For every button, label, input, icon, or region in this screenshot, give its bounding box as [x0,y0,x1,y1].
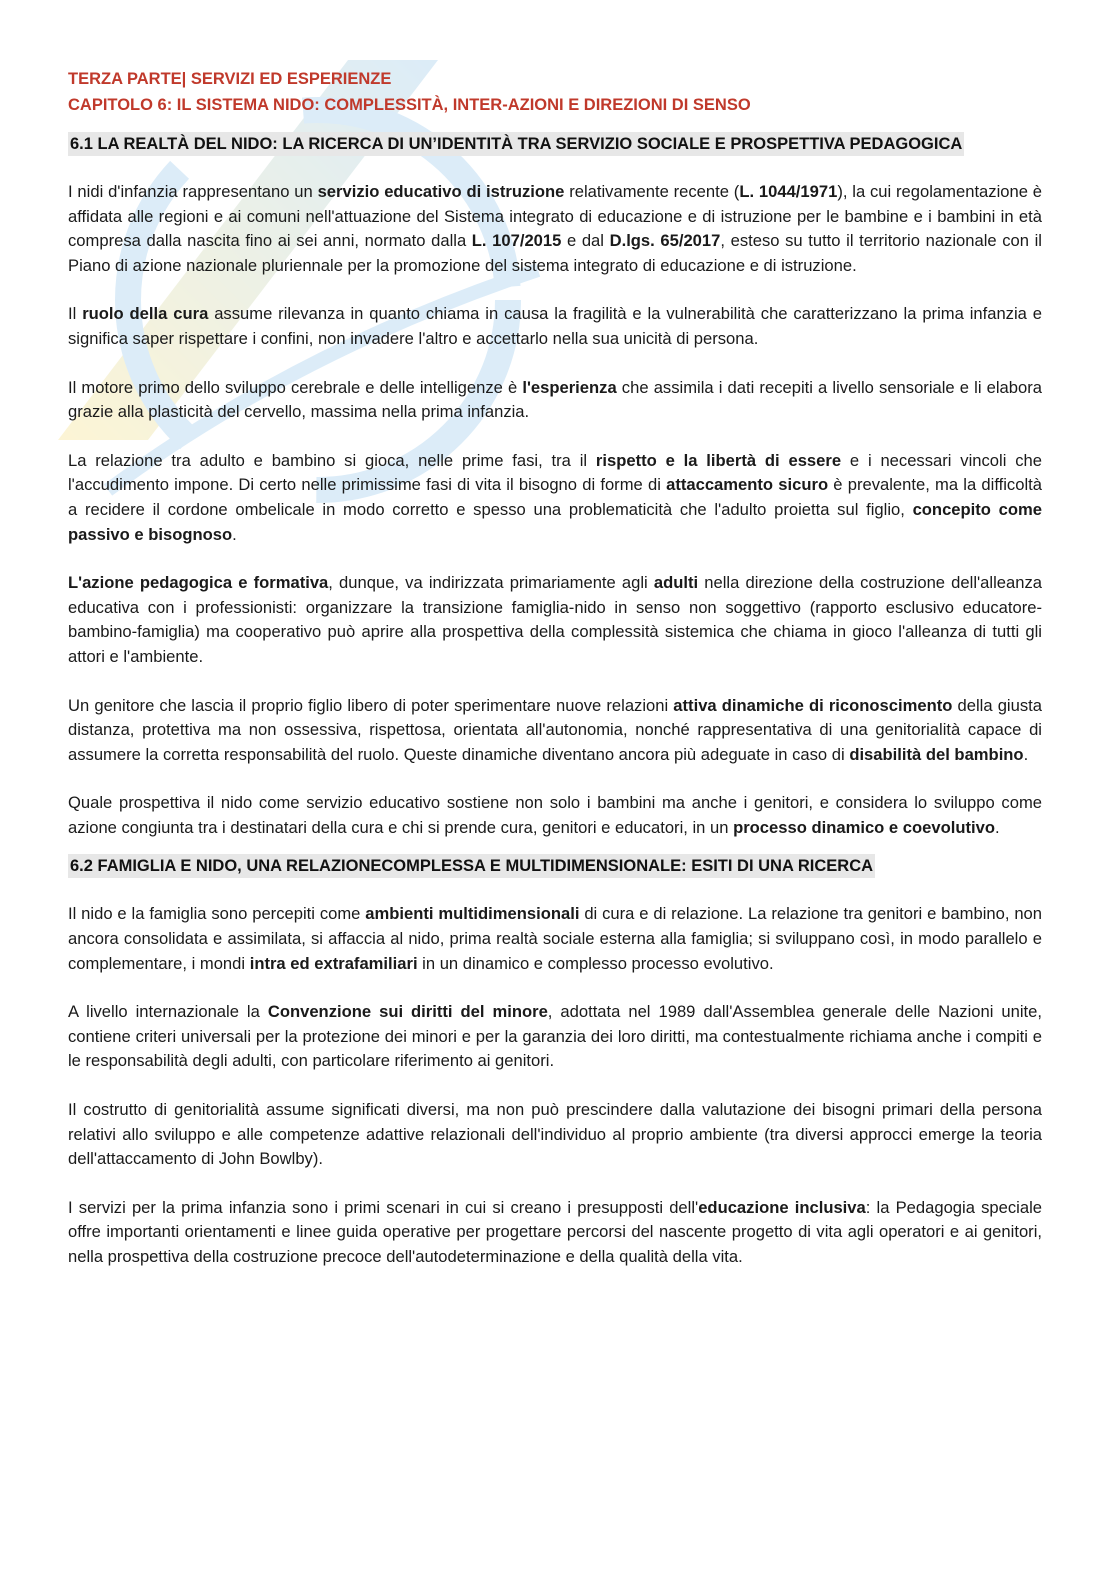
text-run: . [232,524,237,544]
bold-text: rispetto e la libertà di essere [595,450,842,470]
text-run: e dal [561,231,610,251]
paragraph [68,571,1042,669]
bold-text: ruolo della cura [82,304,209,324]
text-run: ), la cui regolamentazione è affidata alle regioni e ai comuni nell'attuazione del Sistema integrato di educazione e di istruzione per le bambine e i bambini in età compresa dalla nascita fino ai sei anni, normato dalla [68,182,1042,251]
text-run: in un dinamico e complesso processo evolutivo. [417,953,774,973]
paragraph [68,1098,1042,1172]
paragraph [68,1000,1042,1074]
text-run: I nidi d'infanzia rappresentano un [68,182,318,201]
text-run: I servizi per la prima infanzia sono i primi scenari in cui si creano i presupposti dell' [68,1197,699,1217]
paragraph [68,1196,1042,1270]
bold-text: L'azione pedagogica e formativa [68,573,329,593]
text-run: . [1023,744,1029,764]
part-title: TERZA PARTE| SERVIZI ED ESPERIENZE [68,70,392,88]
bold-text: educazione inclusiva [698,1197,866,1217]
text-run: della giusta distanza, protettiva ma non ossessiva, rispettosa, orientata all'autonomia, nonché rappresentativa di una genitorialità capace di assumere la corretta responsabilità del ruolo. Queste dinamiche diventano ancora più adeguate in caso di [68,695,1042,764]
text-run: Quale prospettiva il nido come servizio educativo sostiene non solo i bambini ma anche i genitori, e considera lo sviluppo come azione congiunta tra i destinatari della cura e chi si prende cura, genitori e educatori, in un [68,793,1042,837]
text-run: A livello internazionale la [68,1002,268,1022]
bold-text: processo dinamico e coevolutivo [733,817,995,837]
paragraph [68,180,1042,278]
text-run: Il costrutto di genitorialità assume significati diversi, ma non può prescindere dalla valutazione dei bisogni primari della persona relativi allo sviluppo e alle competenze adattive relazionali dell'individuo al proprio ambiente (tra diversi approcci emerge la teoria dell'attaccamento di John Bowlby). [68,1100,1042,1169]
text-run: Un genitore che lascia il proprio figlio libero di poter sperimentare nuove relazioni [68,695,674,715]
bold-text: intra ed extrafamiliari [249,953,418,973]
bold-text: concepito come passivo e bisognoso [68,499,1042,544]
text-run: di cura e di relazione. La relazione tra genitori e bambino, non ancora consolidata e assimilata, si affaccia al nido, prima realtà sociale esterna alla famiglia; si sviluppano così, in modo parallelo e complementare, i mondi [68,904,1043,973]
paragraph [68,449,1042,547]
section-body [68,180,1042,840]
document-page [68,66,1042,1270]
bold-text: L. 107/2015 [471,231,562,251]
paragraph [68,902,1042,976]
bold-text: L. 1044/1971 [739,182,838,201]
chapter-title: CAPITOLO 6: IL SISTEMA NIDO: COMPLESSITÀ, INTER-AZIONI E DIREZIONI DI SENSO [68,96,751,114]
text-run: Il motore primo dello sviluppo cerebrale e delle intelligenze è [68,377,523,397]
bold-text: D.lgs. 65/2017 [609,231,721,251]
section-6-1 [68,132,1042,840]
text-run: La relazione tra adulto e bambino si gioca, nelle prime fasi, tra il [68,450,596,470]
section-6-2 [68,854,1042,1269]
bold-text: disabilità del bambino [849,744,1024,764]
text-run: assume rilevanza in quanto chiama in causa la fragilità e la vulnerabilità che caratterizzano la prima infanzia e significa saper rispettare i confini, non invadere l'altro e accettarlo nella sua unicità di persona. [68,304,1043,348]
paragraph [68,694,1042,768]
bold-text: ambienti multidimensionali [365,904,580,924]
bold-text: l'esperienza [522,377,617,397]
text-run: , dunque, va indirizzata primariamente agli [328,573,654,593]
text-run: e i necessari vincoli che l'accudimento impone. Di certo nelle primissime fasi di vita il bisogno di forme di [68,450,1042,495]
text-run: che assimila i dati recepiti a livello sensoriale e li elabora grazie alla plasticità del cervello, massima nella prima infanzia. [68,377,1042,422]
paragraph [68,302,1042,351]
bold-text: attiva dinamiche di riconoscimento [673,695,953,715]
text-run: relativamente recente ( [564,182,740,201]
text-run: Il nido e la famiglia sono percepiti come [68,904,366,924]
text-run: Il [68,304,83,324]
text-run: . [994,817,1000,837]
section-heading: 6.2 FAMIGLIA E NIDO, UNA RELAZIONECOMPLESSA E MULTIDIMENSIONALE: ESITI DI UNA RICERCA [68,854,875,878]
bold-text: Convenzione sui diritti del minore [267,1002,548,1022]
text-run: : la Pedagogia speciale offre importanti orientamenti e linee guida operative per progettare percorsi del nascente progetto di vita agli operatori e ai genitori, nella prospettiva della costruzione precoce dell'autodeterminazione e della qualità della vita. [68,1197,1042,1266]
section-body [68,902,1042,1269]
text-run: nella direzione della costruzione dell'alleanza educativa con i professionisti: organizzare la transizione famiglia-nido in senso non soggettivo (rapporto esclusivo educatore-bambino-famiglia) ma cooperativo può aprire alla prospettiva della complessità sistemica che chiama in gioco l'alleanza di tutti gli attori e l'ambiente. [68,573,1042,666]
bold-text: servizio educativo di istruzione [317,182,565,201]
paragraph [68,376,1042,425]
text-run: è prevalente, ma la difficoltà a recidere il cordone ombelicale in modo corretto e spesso una problematicità che l'adulto proietta sul figlio, [68,475,1042,519]
bold-text: attaccamento sicuro [666,475,829,495]
paragraph [68,791,1042,840]
text-run: , esteso su tutto il territorio nazionale con il Piano di azione nazionale pluriennale per la promozione del sistema integrato di educazione e di istruzione. [68,231,1042,275]
bold-text: adulti [653,573,699,593]
text-run: , adottata nel 1989 dall'Assemblea generale delle Nazioni unite, contiene criteri universali per la protezione dei minori e per la garanzia dei loro diritti, ma contestualmente richiama anche i compiti e le responsabilità degli adulti, con particolare riferimento ai genitori. [68,1002,1042,1071]
section-heading: 6.1 LA REALTÀ DEL NIDO: LA RICERCA DI UN’IDENTITÀ TRA SERVIZIO SOCIALE E PROSPETTIVA PEDAGOGICA [68,132,964,156]
